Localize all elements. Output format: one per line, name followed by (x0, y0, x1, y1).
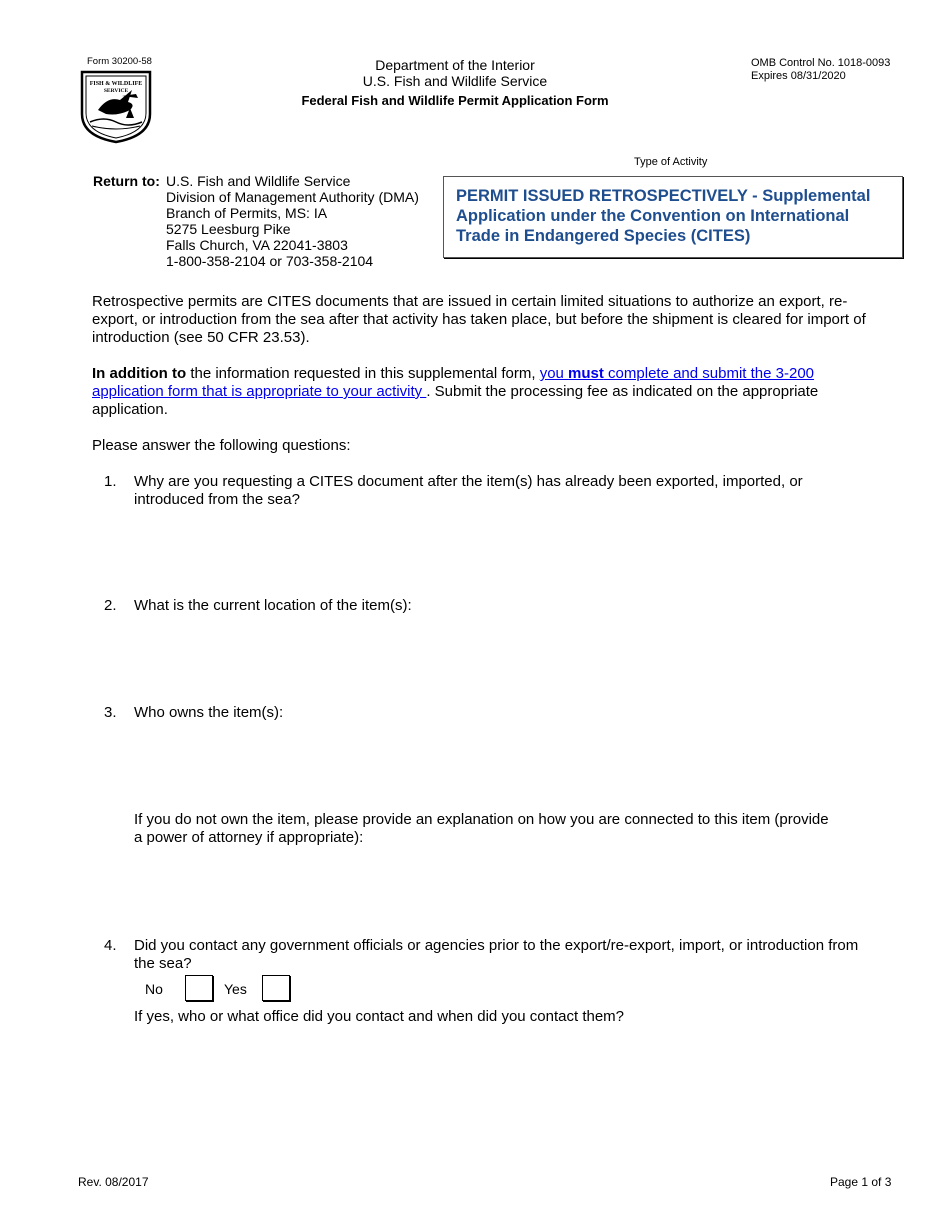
intro-line: introduction (see 50 CFR 23.53). (92, 329, 310, 346)
addition-text: the information requested in this supplemental form, (186, 365, 540, 382)
svg-text:FISH & WILDLIFE: FISH & WILDLIFE (89, 81, 143, 87)
revision-date: Rev. 08/2017 (78, 1175, 149, 1189)
question-number: 1. (104, 473, 117, 490)
intro-line: export, or introduction from the sea after that activity has taken place, but before the shipment is cleared for import of (92, 311, 866, 328)
form-title: Federal Fish and Wildlife Permit Application Form (301, 93, 609, 108)
omb-expires: Expires 08/31/2020 (751, 70, 846, 82)
question-number: 4. (104, 937, 117, 954)
yes-checkbox[interactable] (262, 975, 290, 1001)
page-number: Page 1 of 3 (830, 1175, 892, 1189)
question-3: Who owns the item(s): (134, 704, 284, 721)
question-4 (134, 937, 894, 973)
address-line: Falls Church, VA 22041-3803 (166, 237, 348, 253)
form-3-200-link-continued[interactable]: application form that is appropriate to your activity (92, 383, 427, 400)
after-link-text: . Submit the processing fee as indicated on the appropriate (426, 383, 819, 400)
link-text: complete and submit the 3-200 (603, 365, 815, 382)
agency-department: Department of the Interior (375, 57, 535, 73)
link-text: you (539, 365, 569, 382)
question-line: a power of attorney if appropriate): (134, 829, 364, 846)
agency-service: U.S. Fish and Wildlife Service (362, 73, 548, 89)
question-line: Why are you requesting a CITES document after the item(s) has already been exported, imported, or (134, 473, 803, 490)
question-2: What is the current location of the item(s): (134, 597, 412, 614)
questions-prompt: Please answer the following questions: (92, 437, 351, 454)
omb-info (751, 57, 890, 83)
question-line: introduced from the sea? (134, 491, 300, 508)
return-address (166, 173, 419, 269)
form-3-200-link[interactable] (540, 365, 814, 382)
question-number: 2. (104, 597, 117, 614)
question-line: If you do not own the item, please provide an explanation on how you are connected to this item (provide (134, 811, 829, 828)
intro-paragraph (92, 293, 902, 347)
question-1 (134, 473, 894, 509)
no-checkbox[interactable] (185, 975, 213, 1001)
omb-control: OMB Control No. 1018-0093 (751, 57, 891, 69)
activity-title-line: PERMIT ISSUED RETROSPECTIVELY - Supplemental (456, 187, 871, 205)
addition-bold: In addition to (92, 365, 187, 382)
yes-label: Yes (224, 981, 247, 997)
after-link-text-2: application. (92, 401, 168, 418)
addition-paragraph (92, 365, 902, 419)
link-must: must (568, 365, 604, 382)
question-4-followup: If yes, who or what office did you contact and when did you contact them? (134, 1008, 625, 1025)
activity-title-line: Application under the Convention on International (456, 207, 850, 225)
question-line: the sea? (134, 955, 192, 972)
svg-text:SERVICE: SERVICE (103, 88, 129, 94)
address-line: 1-800-358-2104 or 703-358-2104 (166, 253, 374, 269)
intro-line: Retrospective permits are CITES documents that are issued in certain limited situations to authorize an export, re- (92, 293, 848, 310)
activity-title-line: Trade in Endangered Species (CITES) (456, 227, 751, 245)
no-label: No (145, 981, 163, 997)
address-line: Division of Management Authority (DMA) (166, 189, 419, 205)
usfws-logo-icon (78, 66, 154, 144)
return-to-label: Return to: (93, 173, 160, 189)
address-line: 5275 Leesburg Pike (166, 221, 291, 237)
question-line: Did you contact any government officials or agencies prior to the export/re-export, import, or introduction from (134, 937, 859, 954)
address-line: U.S. Fish and Wildlife Service (166, 173, 351, 189)
activity-title-box (443, 176, 903, 258)
address-line: Branch of Permits, MS: IA (166, 205, 328, 221)
type-of-activity-label: Type of Activity (634, 156, 708, 168)
form-number: Form 30200-58 (87, 56, 152, 67)
question-3-followup (134, 811, 894, 847)
question-number: 3. (104, 704, 117, 721)
